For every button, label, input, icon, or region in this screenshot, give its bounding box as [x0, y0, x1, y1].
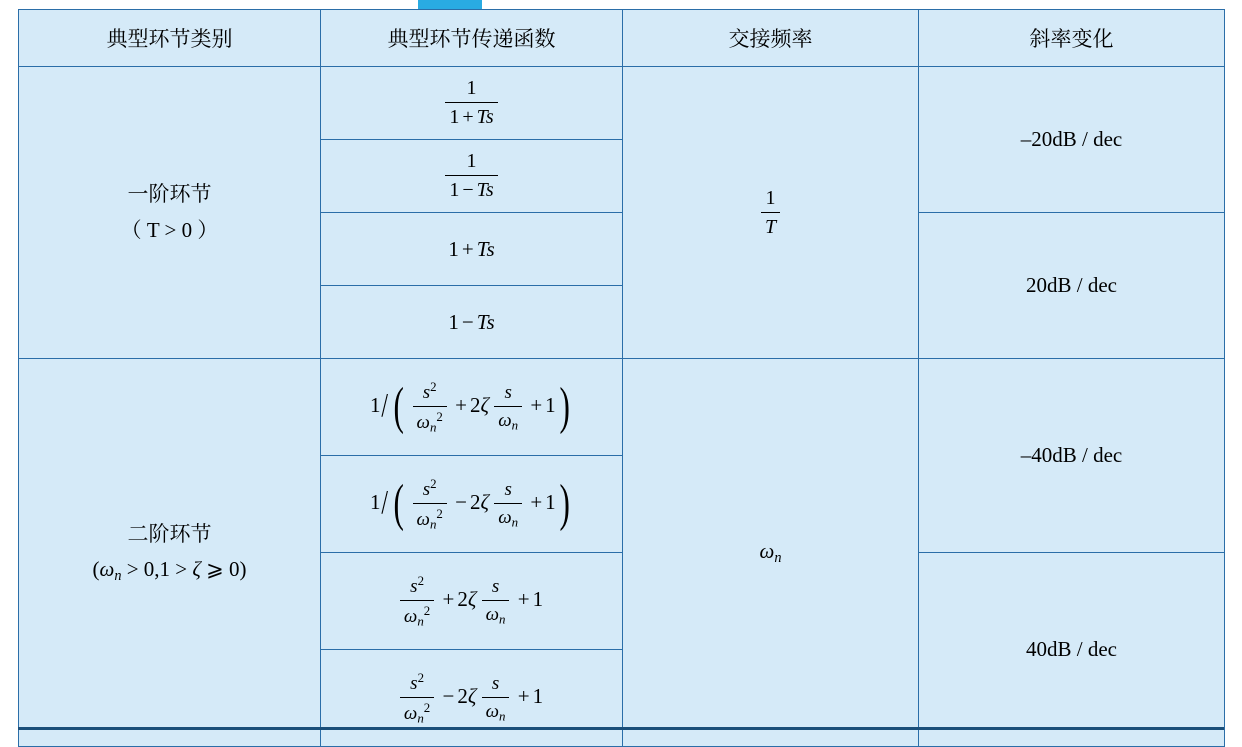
- category-first-order-name: 一阶环节: [127, 181, 212, 206]
- formula-1-over-1-plus-Ts: $\frac{1}{1 + Ts}$: [445, 76, 497, 130]
- transfer-function-cell: [321, 140, 623, 213]
- category-first-order-condition: （ T > 0 ）: [120, 217, 219, 242]
- transfer-function-cell: [321, 67, 623, 140]
- transfer-function-cell: [321, 456, 623, 553]
- formula-1-over-T: $\frac{1}{T}$: [761, 186, 780, 240]
- category-second-order-name: 二阶环节: [127, 521, 212, 546]
- transfer-function-cell: [321, 286, 623, 359]
- header-crossover-frequency: 交接频率: [623, 10, 919, 67]
- slope-plus-40db: 40dB / dec: [919, 553, 1225, 747]
- table-row: [19, 67, 1225, 140]
- table-bottom-rule: [18, 727, 1224, 730]
- table-header-row: [19, 10, 1225, 67]
- header-category: 典型环节类别: [19, 10, 321, 67]
- transfer-function-cell: [321, 553, 623, 650]
- transfer-function-cell: [321, 650, 623, 747]
- category-second-order: [19, 359, 321, 747]
- transfer-function-cell: [321, 213, 623, 286]
- transfer-function-cell: [321, 359, 623, 456]
- crossover-second-order: [623, 359, 919, 747]
- slope-minus-40db: –40dB / dec: [919, 359, 1225, 553]
- header-transfer-function: 典型环节传递函数: [321, 10, 623, 67]
- formula-1-plus-Ts: 1 + Ts: [448, 237, 495, 262]
- category-second-order-condition: ($\omega_n > 0,1 > \zeta$ ⩾ 0): [92, 557, 247, 585]
- formula-1-minus-Ts: 1 − Ts: [448, 310, 495, 335]
- formula-1-over-1-minus-Ts: $\frac{1}{1 - Ts}$: [445, 149, 497, 203]
- formula-second-order-numerator-minus: $\frac{s^2}{\omega_n^2}$ − 2ζ $\frac{s}{\omega_n}$ + 1: [400, 670, 543, 727]
- formula-omega-n: $\omega_n$: [759, 538, 782, 566]
- slope-minus-20db: –20dB / dec: [919, 67, 1225, 213]
- category-first-order: [19, 67, 321, 359]
- formula-second-order-standard-minus: 1/( $\frac{s^2}{\omega_n^2}$ − 2ζ $\frac{s}{\omega_n}$ + 1): [369, 474, 570, 532]
- slope-plus-20db: 20dB / dec: [919, 213, 1225, 359]
- highlight-marker: [418, 0, 482, 9]
- header-slope-change: 斜率变化: [919, 10, 1225, 67]
- table-row: [19, 359, 1225, 456]
- formula-second-order-standard-plus: 1/( $\frac{s^2}{\omega_n^2}$ + 2ζ $\frac{s}{\omega_n}$ + 1): [369, 377, 570, 435]
- formula-second-order-numerator-plus: $\frac{s^2}{\omega_n^2}$ + 2ζ $\frac{s}{\omega_n}$ + 1: [400, 573, 543, 630]
- typical-elements-table: [18, 9, 1225, 747]
- crossover-first-order: [623, 67, 919, 359]
